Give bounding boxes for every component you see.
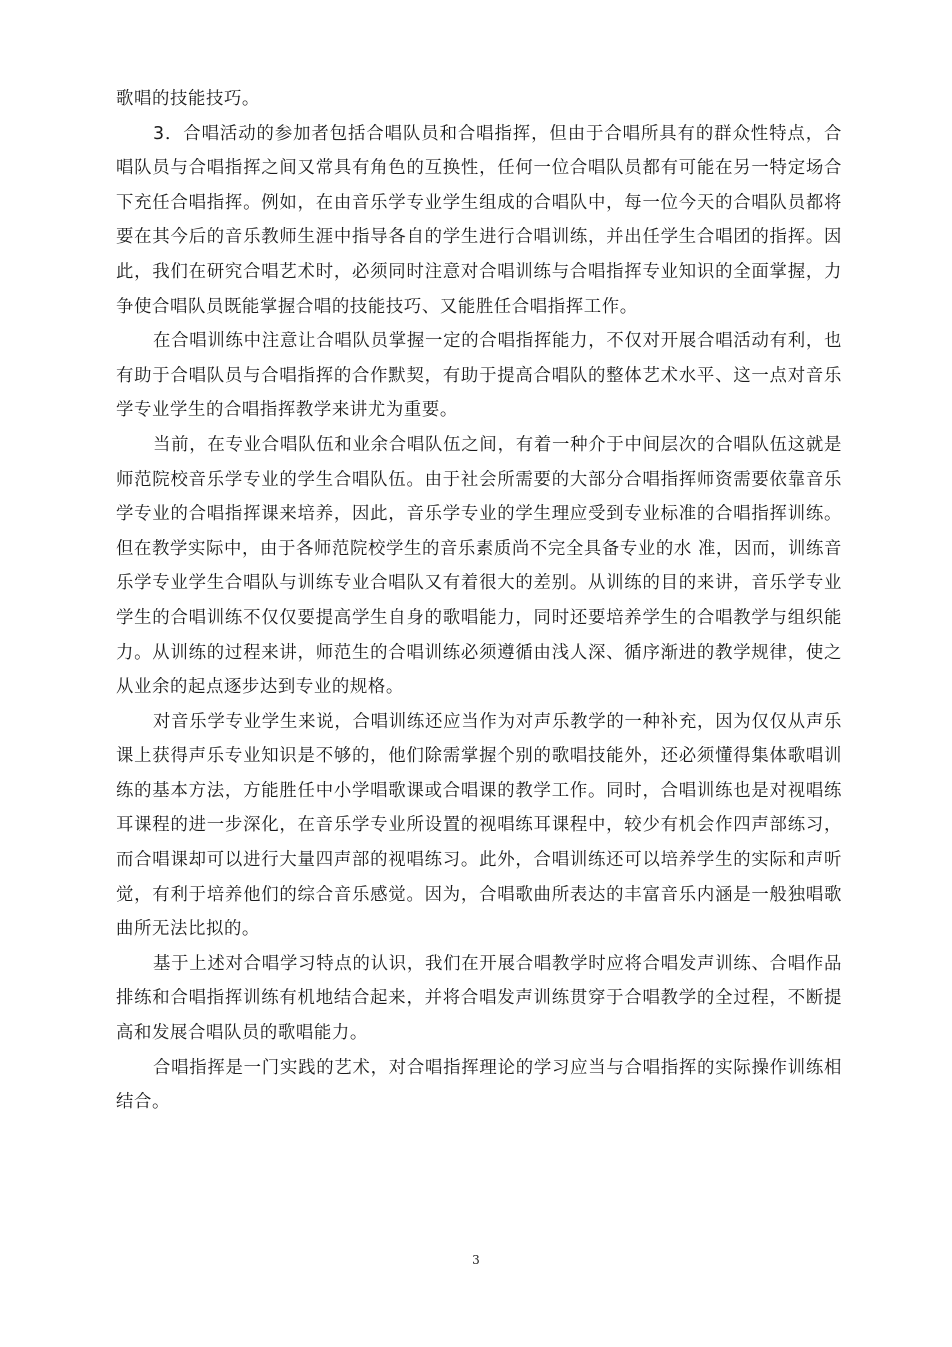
paragraph-teaching-approach: 基于上述对合唱学习特点的认识，我们在开展合唱教学时应将合唱发声训练、合唱作品排练和合唱指挥训练有机地结合起来，并将合唱发声训练贯穿于合唱教学的全过程，不断提高和发展合唱队员的歌唱能力。: [116, 953, 842, 1044]
document-body: [116, 82, 842, 1120]
paragraph-normal-college-choir: 当前，在专业合唱队伍和业余合唱队伍之间，有着一种介于中间层次的合唱队伍这就是师范院校音乐学专业的学生合唱队伍。由于社会所需要的大部分合唱指挥师资需要依靠音乐学专业的合唱指挥课来培养，因此，音乐学专业的学生理应受到专业标准的合唱指挥训练。但在教学实际中，由于各师范院校学生的音乐素质尚不完全具备专业的水 准，因而，训练音乐学专业学生合唱队与训练专业合唱队又有着很大的差别。从训练的目的来讲，音乐学专业学生的合唱训练不仅仅要提高学生自身的歌唱能力，同时还要培养学生的合唱教学与组织能力。从训练的过程来讲，师范生的合唱训练必须遵循由浅人深、循序渐进的教学规律，使之从业余的起点逐步达到专业的规格。: [116, 434, 842, 698]
paragraph-continuation: 歌唱的技能技巧。: [116, 89, 260, 109]
paragraph-conducting-ability: 在合唱训练中注意让合唱队员掌握一定的合唱指挥能力，不仅对开展合唱活动有利，也有助于合唱队员与合唱指挥的合作默契，有助于提高合唱队的整体艺术水平、这一点对音乐学专业学生的合唱指挥教学来讲尤为重要。: [116, 331, 842, 421]
paragraph-practice-art: 合唱指挥是一门实践的艺术，对合唱指挥理论的学习应当与合唱指挥的实际操作训练相结合。: [116, 1057, 842, 1113]
page-number: 3: [472, 1253, 480, 1267]
paragraph-item-3: 3．合唱活动的参加者包括合唱队员和合唱指挥，但由于合唱所具有的群众性特点，合唱队员与合唱指挥之间又常具有角色的互换性，任何一位合唱队员都有可能在另一特定场合下充任合唱指挥。例如，在由音乐学专业学生组成的合唱队中，每一位今天的合唱队员都将要在其今后的音乐教师生涯中指导各自的学生进行合唱训练，并出任学生合唱团的指挥。因此，我们在研究合唱艺术时，必须同时注意对合唱训练与合唱指挥专业知识的全面掌握，力争使合唱队员既能掌握合唱的技能技巧、又能胜任合唱指挥工作。: [116, 123, 842, 317]
paragraph-vocal-supplement: 对音乐学专业学生来说，合唱训练还应当作为对声乐教学的一种补充，因为仅仅从声乐课上获得声乐专业知识是不够的，他们除需掌握个别的歌唱技能外，还必须懂得集体歌唱训练的基本方法，方能胜任中小学唱歌课或合唱课的教学工作。同时，合唱训练也是对视唱练耳课程的进一步深化，在音乐学专业所设置的视唱练耳课程中，较少有机会作四声部练习，而合唱课却可以进行大量四声部的视唱练习。此外，合唱训练还可以培养学生的实际和声听觉，有利于培养他们的综合音乐感觉。因为，合唱歌曲所表达的丰富音乐内涵是一般独唱歌曲所无法比拟的。: [116, 711, 842, 940]
